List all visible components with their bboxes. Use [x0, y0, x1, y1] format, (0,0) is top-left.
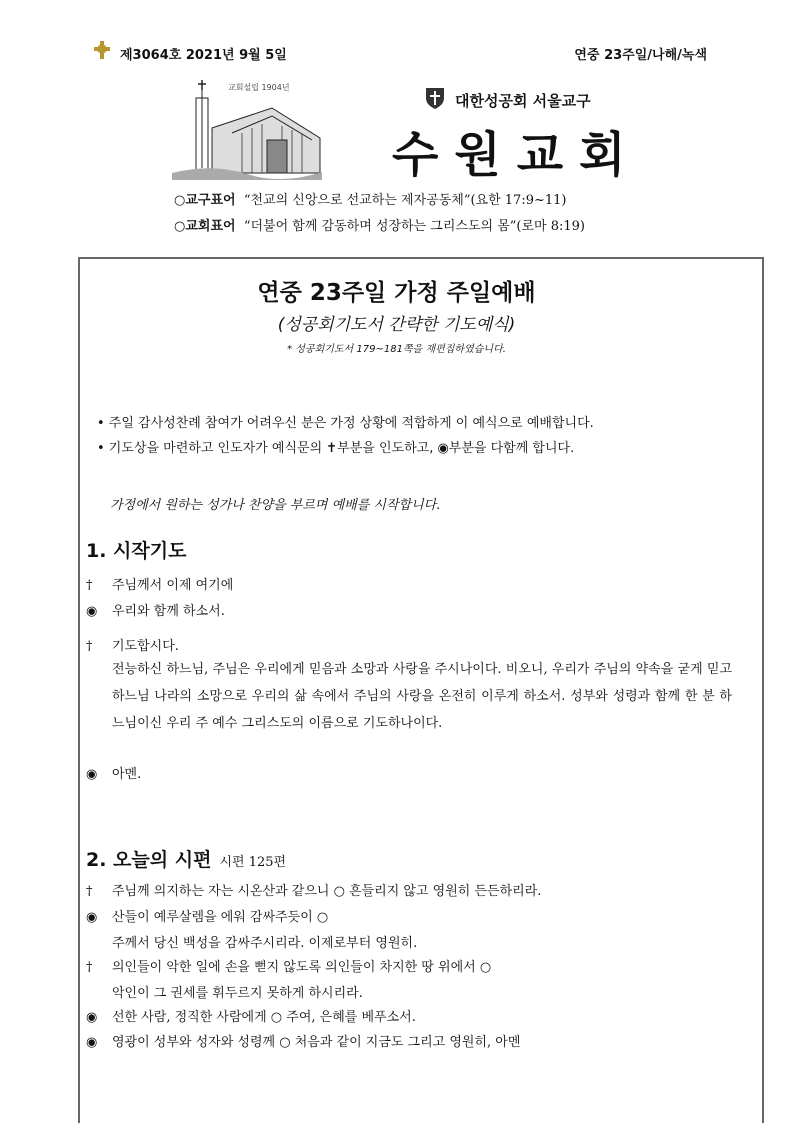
- liturgy-line: 악인이 그 권세를 휘두르지 못하게 하시리라.: [112, 986, 363, 1001]
- service-note: * 성공회기도서 179~181쪽을 재편집하였습니다.: [287, 344, 506, 355]
- psalm-reference: 시편 125편: [219, 855, 287, 870]
- issue-date: 제3064호 2021년 9월 5일: [120, 48, 287, 63]
- intro-instruction: 가정에서 원하는 성가나 찬양을 부르며 예배를 시작합니다.: [110, 498, 441, 513]
- liturgy-line: † 기도합시다.: [86, 639, 179, 654]
- service-subtitle: (성공회기도서 간략한 기도예식): [277, 315, 516, 335]
- liturgy-line: ◉ 영광이 성부와 성자와 성령께 ○ 처음과 같이 지금도 그리고 영원히, 아멘: [86, 1035, 521, 1050]
- liturgy-line: ◉ 산들이 예루살렘을 에워 감싸주듯이 ○: [86, 910, 329, 925]
- prayer-text: 전능하신 하느님, 주님은 우리에게 믿음과 소망과 사랑을 주시나이다. 비오니, 우리가 주님의 약속을 굳게 믿고 하느님 나라의 소망으로 우리의 삶 속에서 주님의 사랑을 온전히 이루게 하소서. 성부와 성령과 함께 한 분 하느님이신 우리 주 예수 그리스도의 이름으로 기도하나이다.: [112, 662, 732, 731]
- liturgy-line: ◉ 선한 사람, 정직한 사람에게 ○ 주여, 은혜를 베푸소서.: [86, 1010, 416, 1025]
- diocese-motto: [174, 189, 566, 208]
- motto-label: ○교회표어: [174, 219, 236, 234]
- church-founding-caption: 교회설립 1904년: [228, 83, 290, 92]
- liturgical-season: 연중 23주일/나해/녹색: [574, 48, 707, 63]
- liturgy-line: † 주님께서 이제 여기에: [86, 578, 234, 593]
- celtic-cross-icon: [92, 40, 112, 60]
- section-heading-psalm: 2. 오늘의 시편 시편 125편: [86, 849, 287, 871]
- section-heading-opening-prayer: 1. 시작기도: [86, 540, 187, 562]
- motto-text: “더불어 함께 감동하며 성장하는 그리스도의 몸”(로마 8:19): [243, 219, 585, 234]
- instruction-item: • 주일 감사성찬례 참여가 어려우신 분은 가정 상황에 적합하게 이 예식으로 예배합니다.: [97, 416, 594, 431]
- diocese-seal-icon: [423, 86, 447, 110]
- liturgy-line: ◉ 우리와 함께 하소서.: [86, 604, 225, 619]
- church-name: 수원교회: [392, 127, 642, 183]
- motto-text: “천교의 신앙으로 선교하는 제자공동체”(요한 17:9~11): [243, 193, 567, 208]
- church-motto: [174, 215, 585, 234]
- instruction-item: • 기도상을 마련하고 인도자가 예식문의 ✝부분을 인도하고, ◉부분을 다함께 합니다.: [97, 441, 575, 456]
- motto-label: ○교구표어: [174, 193, 236, 208]
- liturgy-line: 주께서 당신 백성을 감싸주시리라. 이제로부터 영원히.: [112, 936, 418, 951]
- liturgy-line: † 주님께 의지하는 자는 시온산과 같으니 ○ 흔들리지 않고 영원히 든든하리라.: [86, 884, 542, 899]
- diocese-name: 대한성공회 서울교구: [455, 92, 591, 110]
- church-building-image: [172, 78, 322, 180]
- liturgy-line: ◉ 아멘.: [86, 767, 142, 782]
- service-title: 연중 23주일 가정 주일예배: [257, 280, 536, 306]
- liturgy-line: † 의인들이 악한 일에 손을 뻗지 않도록 의인들이 차지한 땅 위에서 ○: [86, 960, 492, 975]
